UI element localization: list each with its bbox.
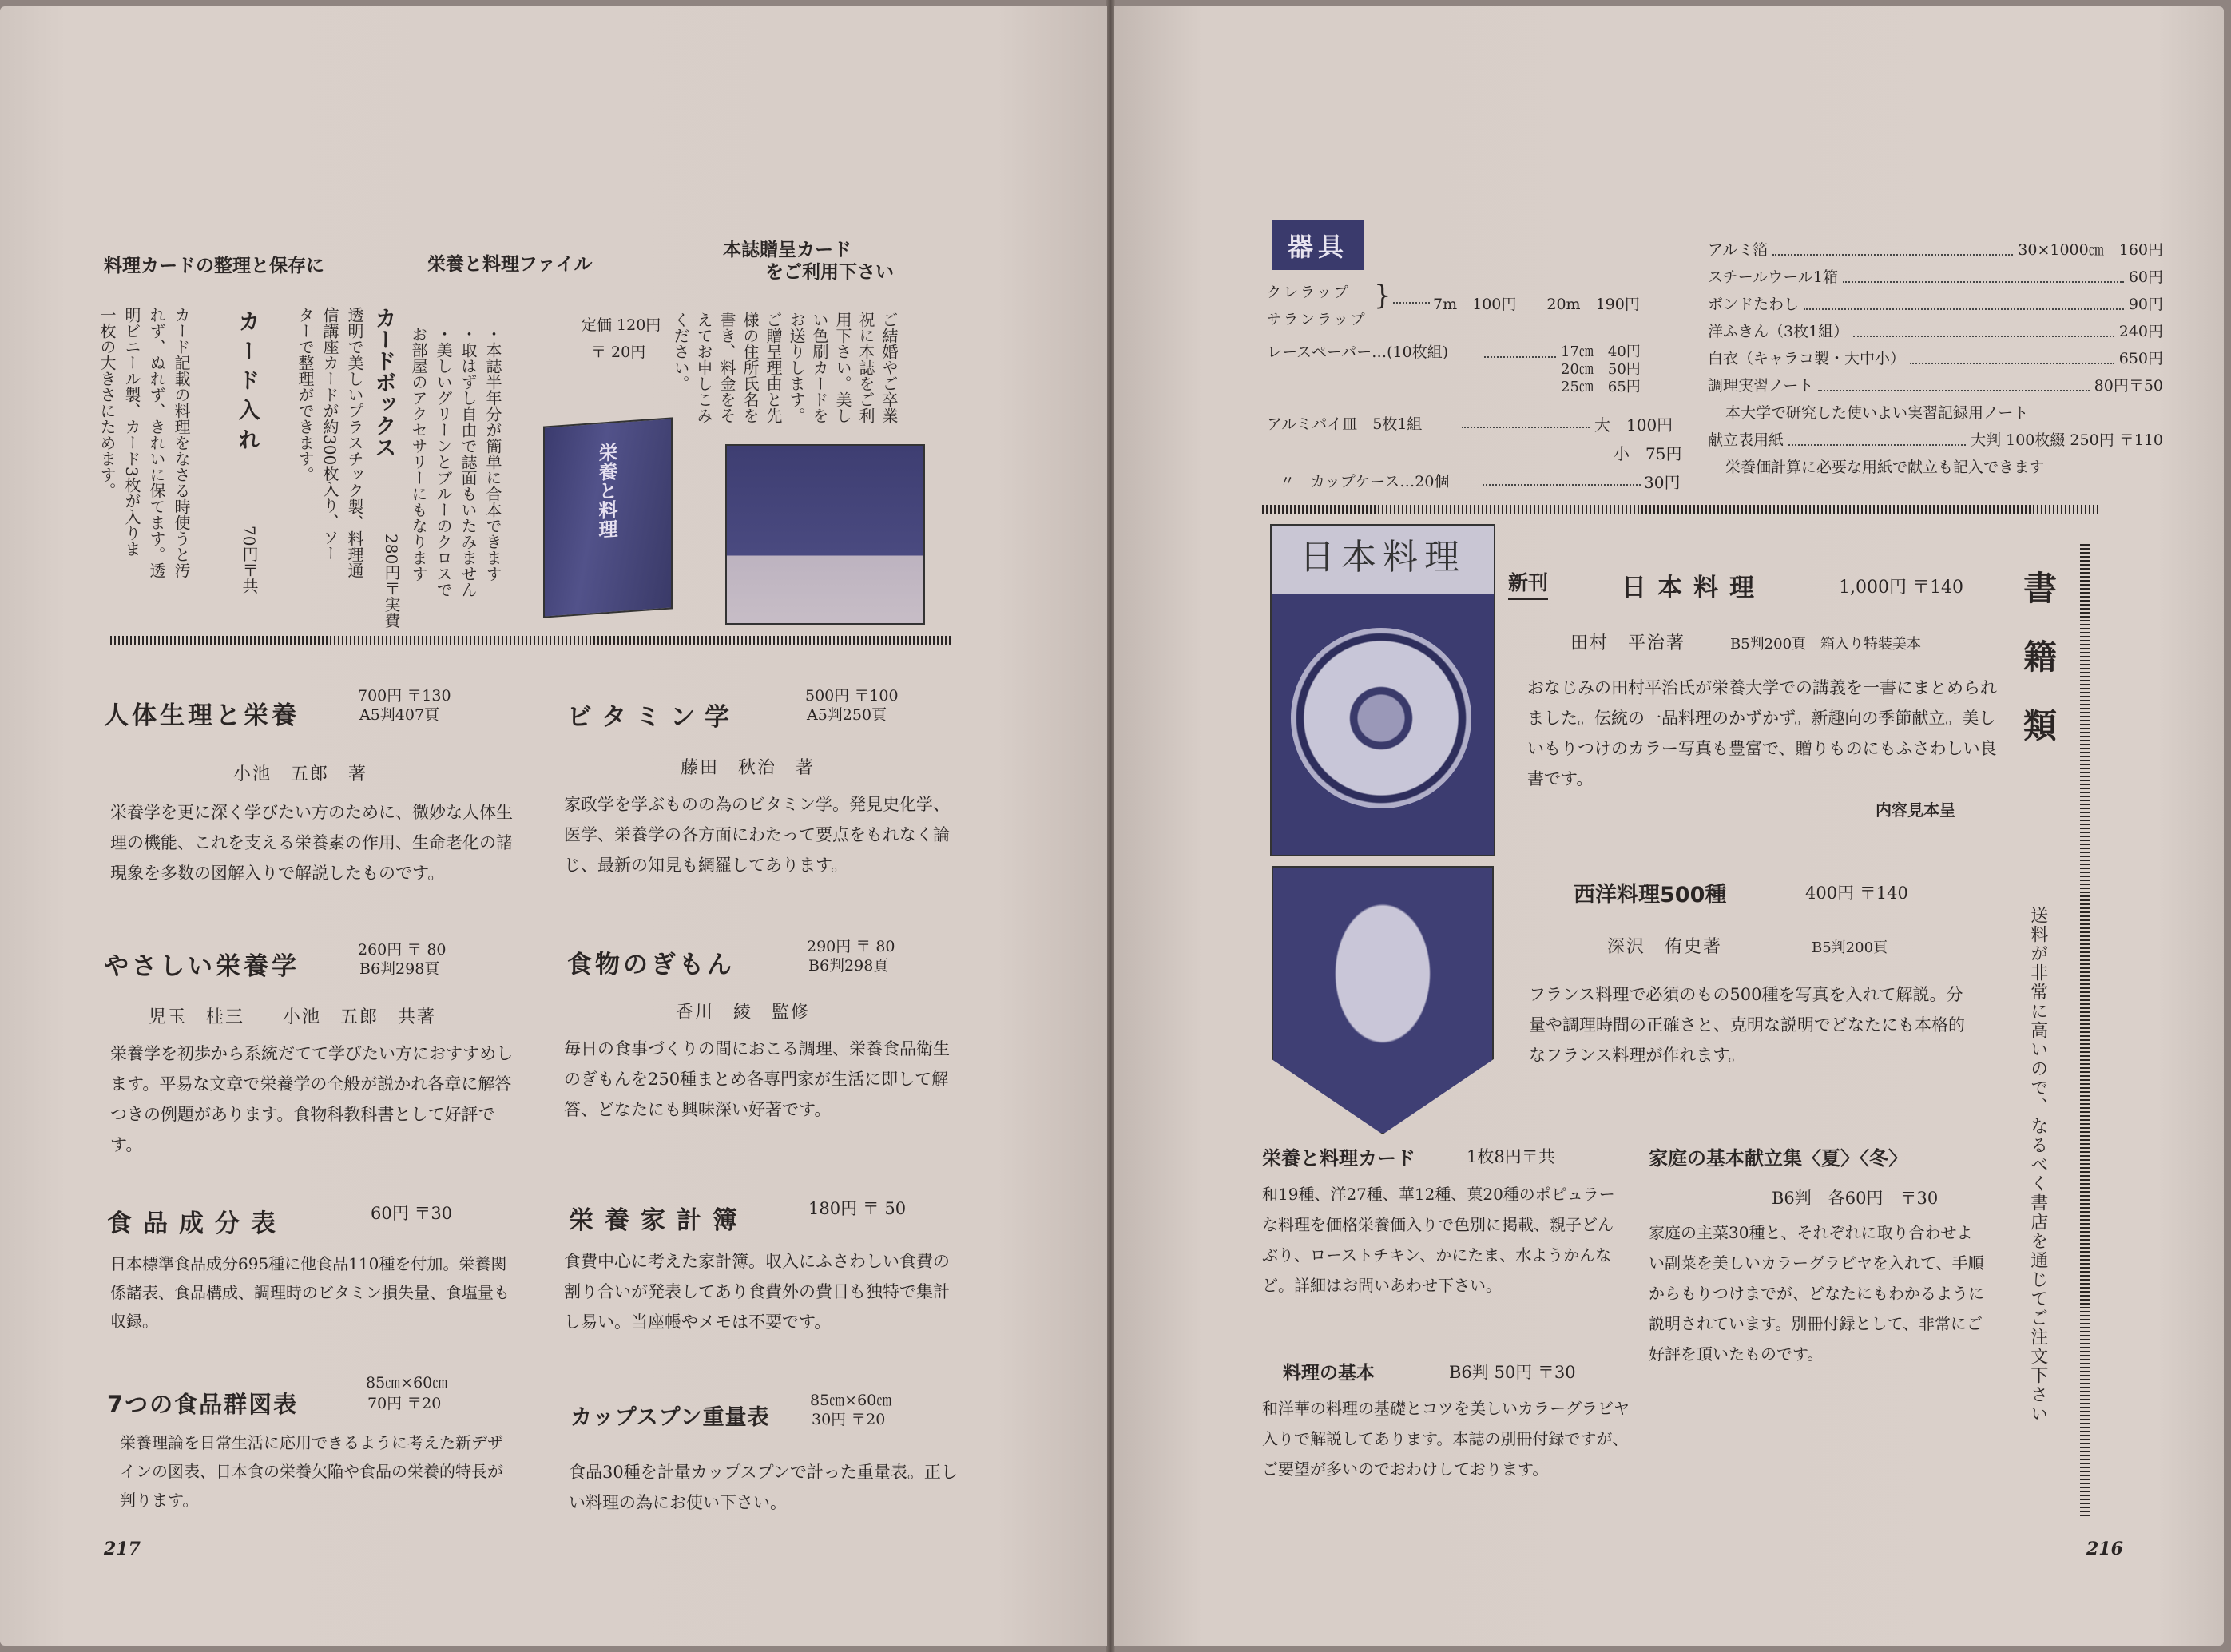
- book-size-cupspoon: 85㎝×60㎝: [810, 1392, 892, 1409]
- seiyo-desc: フランス料理で必須のもの500種を写真を入れて解説。分量や調理時間の正確さと、克明な説明でどなたにも本格的なフランス料理が作れます。: [1529, 985, 1965, 1065]
- equip-item-steelwool: スチールウール1箱 60円: [1708, 264, 2163, 291]
- book-desc-seibunhyo: 日本標準食品成分695種に他食品110種を付加。栄養関係諸表、食品構成、調理時のビタミン損失量、食塩量も収録。: [110, 1254, 510, 1331]
- kondate-desc: 家庭の主菜30種と、それぞれに取り合わせよい副菜を美しいカラーグラビヤを入れて、手順からもりつけまでが、どなたにもわかるように説明されています。別冊付録として、非常にご好評を頂いたものです。: [1649, 1223, 1984, 1364]
- book-price-yasashii: 260円 〒 80: [358, 941, 447, 959]
- book-size-7groups: 85㎝×60㎝: [366, 1374, 448, 1392]
- nihon-ryori-cover-title: 日本料理: [1272, 526, 1494, 594]
- shipping-note: 送料が非常に高いので、なるべく書店を通じてご注文下さい: [2027, 906, 2048, 1424]
- kondate-title: 家庭の基本献立集〈夏〉〈冬〉: [1649, 1147, 1907, 1170]
- equip-right-list: [1708, 236, 2163, 481]
- seiyo-author: 深沢 侑史著: [1607, 937, 1723, 957]
- equip-menupaper-desc: 栄養価計算に必要な用紙で献立も記入できます: [1725, 459, 2045, 476]
- book-price-vitamin: 500円 〒100: [805, 687, 899, 705]
- equip-lace-sizes: [1561, 344, 1641, 396]
- top-section-divider: [110, 636, 951, 645]
- file-feature-3: ・美しいグリーンとブルーのクロスで: [434, 326, 453, 598]
- gift-col-6: ご贈呈理由と先: [764, 312, 783, 423]
- equip-cling-1: クレラップ: [1267, 284, 1351, 301]
- book-title-jintai: 人体生理と栄養: [104, 701, 300, 730]
- card-title: 栄養と料理カード: [1262, 1147, 1415, 1170]
- kondate-price: B6判 各60円 〒30: [1772, 1189, 1939, 1208]
- left-page: [0, 6, 1107, 1646]
- books-section-label: 書籍類: [2023, 569, 2057, 745]
- book-title-cupspoon: カップスプン重量表: [570, 1405, 770, 1430]
- kihon-desc: 和洋華の料理の基礎とコツを美しいカラーグラビヤ入りで解説してあります。本誌の別冊付録ですが、ご要望が多いのでおわけしております。: [1262, 1399, 1630, 1479]
- card-box-title: カードボックス: [371, 307, 396, 458]
- equip-pie-large: 大 100円: [1594, 415, 1673, 435]
- nihon-ryori-photo: [1270, 524, 1495, 856]
- file-binder-label: 栄養と料理: [595, 442, 617, 540]
- equip-cup-dots: [1483, 484, 1641, 486]
- card-text-col-4: 一枚の大きさにためます。: [97, 307, 117, 498]
- card-in-title: カード入れ: [234, 310, 260, 458]
- nihon-title: 日本料理: [1622, 574, 1765, 602]
- equip-lace-label: レースペーパー…(10枚組): [1267, 344, 1449, 361]
- gift-col-10: ください。: [671, 312, 690, 391]
- card-box-col-3: ターで整理ができます。: [296, 307, 315, 482]
- seiyo-title: 西洋料理500種: [1574, 883, 1727, 907]
- gift-card-photo: [725, 444, 925, 625]
- book-author-vitamin: 藤田 秋治 著: [681, 758, 816, 778]
- book-price-kakeibo: 180円 〒 50: [808, 1199, 907, 1218]
- book-price-jintai: 700円 〒130: [358, 687, 451, 705]
- book-title-vitamin: ビタミン学: [567, 703, 739, 732]
- books-section-bar: [2080, 542, 2090, 1516]
- card-desc: 和19種、洋27種、華12種、菓20種のポピュラーな料理を価格栄養価入りで色別に掲載、親子どんぶり、ローストチキン、かにたま、水ようかんなど。詳細はお問いあわせ下さい。: [1262, 1185, 1615, 1295]
- equipment-divider: [1262, 505, 2098, 514]
- book-format-yasashii: B6判298頁: [359, 960, 440, 978]
- equip-item-apron: 白衣（キャラコ製・大中小） 650円: [1708, 345, 2163, 372]
- gift-col-2: 祝に本誌をご利: [856, 312, 875, 423]
- gift-col-5: お送りします。: [787, 312, 806, 423]
- gift-col-8: 書き、料金をそ: [717, 312, 736, 423]
- seiyo-ryori-photo: [1272, 866, 1494, 1134]
- card-storage-heading: 料理カードの整理と保存に: [104, 256, 324, 276]
- book-title-yasashii: やさしい栄養学: [104, 952, 300, 981]
- gift-col-7: 様の住所氏名を: [740, 312, 760, 423]
- book-author-yasashii: 児玉 桂三 小池 五郎 共著: [149, 1007, 437, 1027]
- file-features: [407, 326, 503, 629]
- seiyo-format: B5判200頁: [1812, 939, 1888, 956]
- book-price-7groups: 70円 〒20: [367, 1395, 442, 1412]
- card-in-block: [96, 307, 192, 578]
- book-title-gimon: 食物のぎもん: [567, 951, 735, 979]
- book-title-seibunhyo: 食品成分表: [107, 1209, 287, 1238]
- gift-card-heading-2: をご利用下さい: [765, 262, 894, 283]
- equipment-badge: 器具: [1272, 220, 1364, 270]
- gift-col-9: えてお申しこみ: [694, 312, 713, 423]
- lace-size-17: 17㎝ 40円: [1561, 344, 1641, 360]
- book-price-seibunhyo: 60円 〒30: [371, 1204, 453, 1223]
- equip-lace-dots: [1484, 356, 1556, 358]
- page-number-right: 216: [2086, 1539, 2123, 1559]
- equip-cling-dots: [1393, 302, 1430, 304]
- nihon-format: B5判200頁 箱入り特装美本: [1730, 636, 1922, 653]
- equip-item-cloth: 洋ふきん（3枚1組） 240円: [1708, 318, 2163, 345]
- book-desc-7groups: 栄養理論を日常生活に応用できるように考えた新デザインの図表、日本食の栄養欠陥や食品の栄養的特長が判ります。: [120, 1433, 503, 1510]
- nihon-ryori-dish: [1291, 628, 1471, 808]
- equip-item-notebook: 調理実習ノート 80円〒50: [1708, 372, 2163, 399]
- lace-size-25: 25㎝ 65円: [1561, 379, 1641, 395]
- book-title-kakeibo: 栄養家計簿: [569, 1206, 748, 1235]
- book-format-vitamin: A5判250頁: [807, 706, 887, 724]
- equip-pie-dots: [1462, 427, 1590, 428]
- equip-item-bond: ボンドたわし 90円: [1708, 291, 2163, 318]
- equip-brace: }: [1374, 280, 1391, 312]
- book-price-gimon: 290円 〒 80: [807, 938, 895, 955]
- nihon-desc: おなじみの田村平治氏が栄養大学での講義を一書にまとめられました。伝統の一品料理のかずかず。新趣向の季節献立。美しいもりつけのカラー写真も豊富で、贈りものにもふさわしい良書です。: [1527, 678, 1997, 788]
- card-box-col-2: 信講座カードが約300枚入り、ソー: [320, 307, 339, 562]
- book-author-jintai: 小池 五郎 著: [233, 764, 368, 784]
- equip-pie-label: アルミパイ皿 5枚1組: [1267, 415, 1423, 433]
- book-desc-cupspoon: 食品30種を計量カップスプンで計った重量表。正しい料理の為にお使い下さい。: [569, 1463, 958, 1512]
- equip-pie-small: 小 75円: [1614, 444, 1682, 463]
- file-feature-4: お部屋のアクセサリーにもなります: [409, 326, 428, 582]
- right-page: [1114, 6, 2224, 1646]
- nihon-new-badge: 新刊: [1508, 567, 1548, 600]
- nihon-author: 田村 平治著: [1570, 633, 1686, 653]
- equip-cup-price: 30円: [1644, 473, 1681, 492]
- gift-col-3: 用下さい。美し: [833, 312, 852, 423]
- page-number-left: 217: [104, 1539, 141, 1559]
- card-text-col-3: カード記載の料理をなさる時使うと汚: [172, 307, 191, 578]
- gift-col-1: ご結婚やご卒業: [879, 312, 899, 423]
- book-price-cupspoon: 30円 〒20: [812, 1411, 886, 1428]
- book-desc-yasashii: 栄養学を初歩から系統だてて学びたい方におすすめします。平易な文章で栄養学の全般が説かれ各章に解答つきの例題があります。食物科教科書として好評です。: [110, 1044, 514, 1154]
- equip-item-menupaper: 献立表用紙 大判 100枚綴 250円 〒110: [1708, 427, 2163, 454]
- file-postage: 〒 20円: [591, 344, 646, 361]
- equip-cup-label: 〃 カップケース…20個: [1280, 473, 1450, 490]
- book-author-gimon: 香川 綾 監修: [676, 1003, 811, 1023]
- gift-card-heading-1: 本誌贈呈カード: [723, 240, 852, 260]
- file-binder-photo: [543, 417, 673, 618]
- kihon-title: 料理の基本: [1283, 1363, 1375, 1384]
- kihon-price: B6判 50円 〒30: [1449, 1363, 1576, 1382]
- book-desc-vitamin: 家政学を学ぶものの為のビタミン学。発見史化学、医学、栄養学の各方面にわたって要点をもれなく論じ、最新の知見も網羅してあります。: [564, 795, 950, 875]
- card-text-col-1: 明ビニール製、カード3枚が入りま: [122, 307, 141, 557]
- book-format-gimon: B6判298頁: [808, 957, 889, 975]
- lace-size-20: 20㎝ 50円: [1561, 361, 1641, 378]
- nihon-price: 1,000円 〒140: [1839, 578, 1963, 598]
- card-price: 1枚8円〒共: [1467, 1147, 1555, 1166]
- file-feature-2: ・取はずし自由で誌面もいたみません: [459, 326, 478, 598]
- equip-notebook-desc: 本大学で研究した使いよい実習記録用ノート: [1725, 404, 2029, 422]
- file-price: 定価 120円: [582, 316, 661, 334]
- card-box-price: 280円〒実費: [382, 534, 401, 629]
- nihon-sample-offer: 内容見本呈: [1876, 800, 1955, 820]
- file-heading: 栄養と料理ファイル: [427, 254, 593, 275]
- book-desc-kakeibo: 食費中心に考えた家計簿。収入にふさわしい食費の割り合いが発表してあり食費外の費目も独特で集計し易い。当座帳やメモは不要です。: [564, 1252, 950, 1332]
- card-box-col-1: 透明で美しいプラスチック製、料理通: [345, 307, 364, 578]
- book-title-7groups: 7つの食品群図表: [107, 1391, 299, 1418]
- equip-item-foil: アルミ箔 30×1000㎝ 160円: [1708, 236, 2163, 264]
- gift-col-4: い色刷カードを: [810, 312, 829, 423]
- book-format-jintai: A5判407頁: [359, 706, 440, 724]
- book-desc-gimon: 毎日の食事づくりの間におこる調理、栄養食品衛生のぎもんを250種まとめ各専門家が生活に即して解答、どなたにも興味深い好著です。: [564, 1039, 950, 1119]
- seiyo-price: 400円 〒140: [1805, 884, 1908, 903]
- card-in-price: 70円〒共: [240, 526, 259, 594]
- card-text-col-2: れず、ぬれず、きれいに保てます。透: [147, 307, 166, 578]
- equip-cling-price: 7m 100円 20m 190円: [1433, 296, 1640, 313]
- book-desc-jintai: 栄養学を更に深く学びたい方のために、微妙な人体生理の機能、これを支える栄養素の作用、生命老化の諸現象を多数の図解入りで解説したものです。: [110, 803, 513, 883]
- file-feature-1: ・本誌半年分が簡単に合本できます: [483, 326, 502, 582]
- equip-cling-2: サランラップ: [1267, 312, 1368, 328]
